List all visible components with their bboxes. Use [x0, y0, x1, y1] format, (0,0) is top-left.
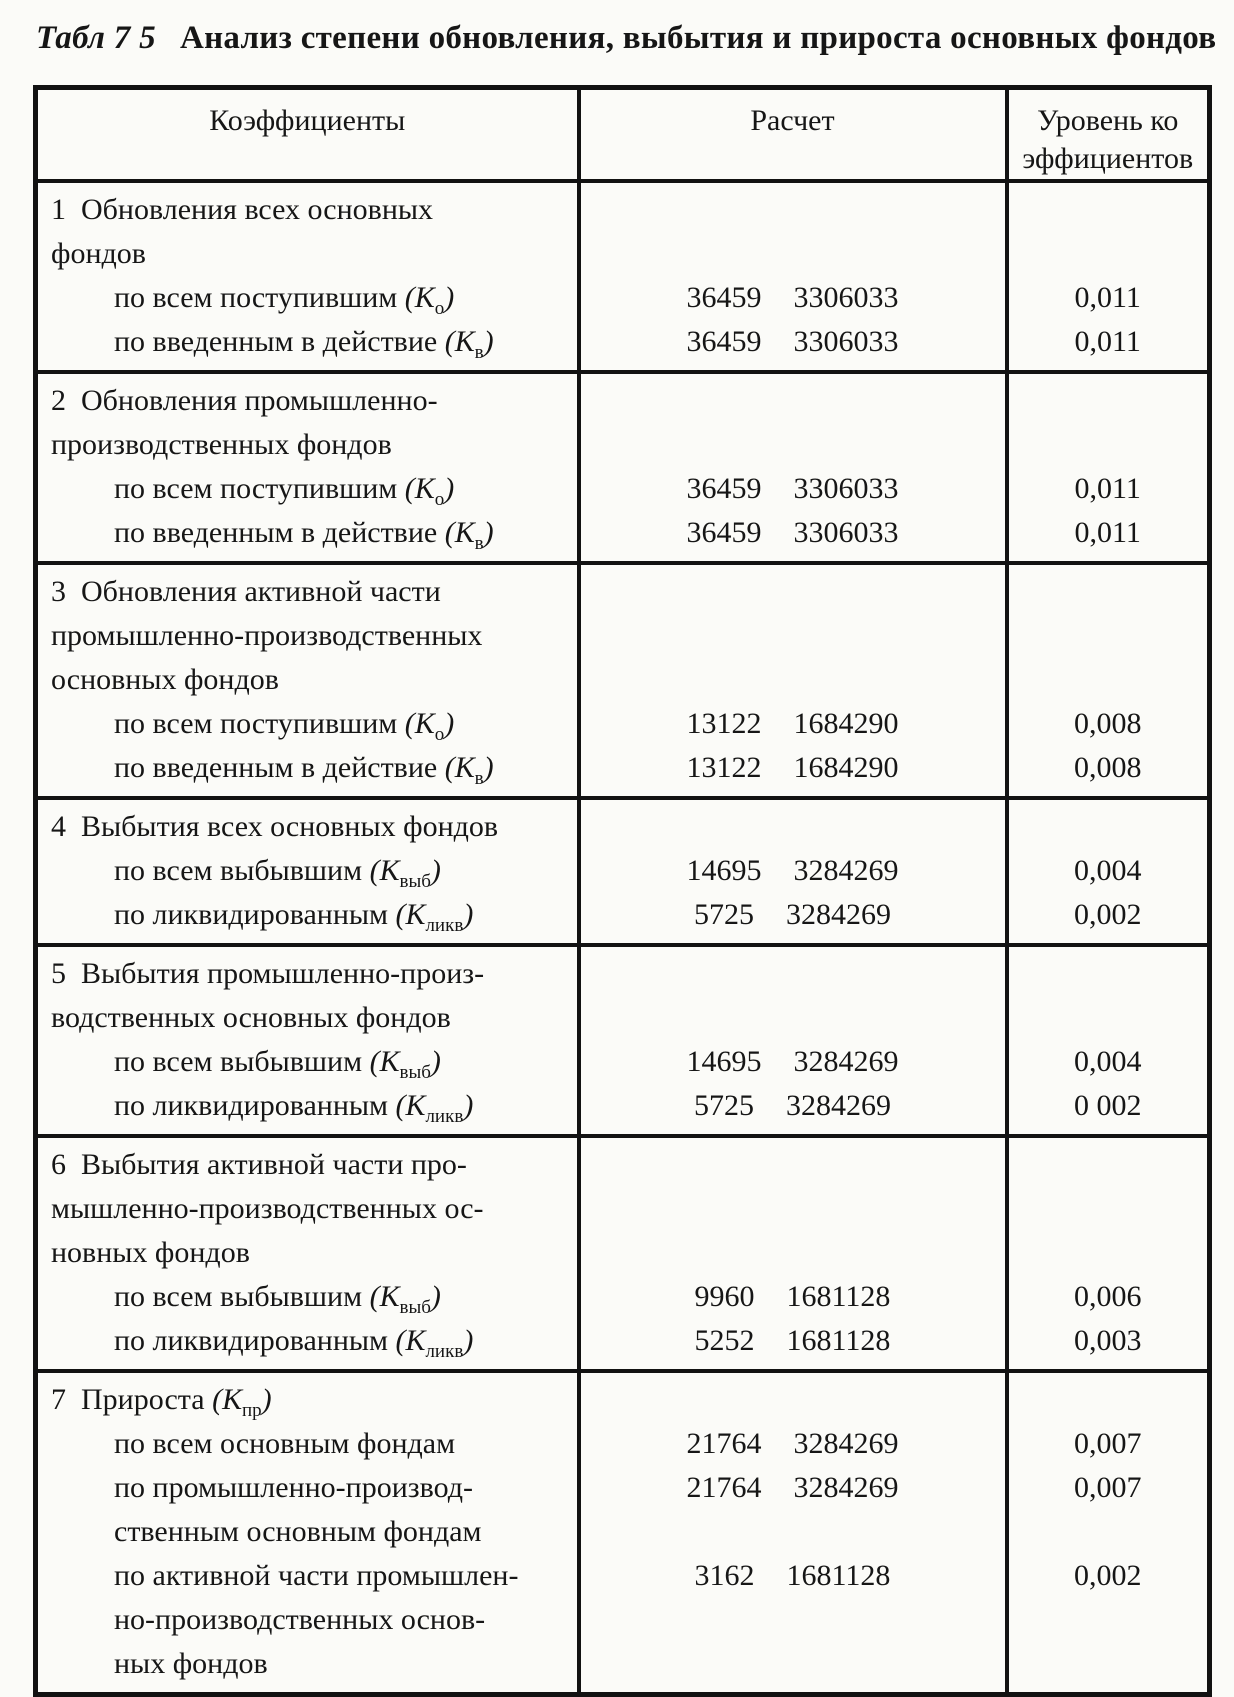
coefficient-cell — [36, 276, 579, 320]
calc-values — [687, 1040, 899, 1084]
formula-subscript: в — [474, 533, 484, 554]
coefficient-formula: $(К_в)$ — [437, 516, 494, 554]
level-value: 0,003 — [1074, 1324, 1142, 1357]
level-cell — [1007, 1275, 1210, 1319]
coefficient-cell — [36, 511, 579, 563]
calc-values — [687, 320, 899, 364]
calc-number: 3284269 — [793, 854, 899, 887]
calc-cell — [579, 746, 1007, 798]
coefficient-formula: $(К_{выб})$ — [362, 1280, 441, 1318]
coefficient-text: по активной части промышлен- — [114, 1559, 519, 1592]
coefficient-cell — [36, 658, 579, 702]
calc-number: 14695 — [686, 854, 762, 887]
calc-number: 21764 — [686, 1427, 762, 1460]
calc-values — [687, 702, 899, 746]
header-level-line1: Уровень ко — [1037, 104, 1179, 137]
calc-cell — [579, 849, 1007, 893]
calc-cell — [579, 276, 1007, 320]
calc-values — [687, 467, 899, 511]
calc-cell — [579, 563, 1007, 614]
calc-cell — [579, 1275, 1007, 1319]
header-level-line2: эффициентов — [1022, 142, 1194, 175]
coefficient-text: по всем выбывшим — [114, 1045, 363, 1078]
calc-cell — [579, 1040, 1007, 1084]
coefficient-cell — [36, 614, 579, 658]
level-cell — [1007, 893, 1210, 945]
calc-values — [687, 746, 899, 790]
calc-cell — [579, 945, 1007, 996]
level-value: 0,002 — [1074, 1559, 1142, 1592]
level-cell — [1007, 658, 1210, 702]
calc-cell — [579, 702, 1007, 746]
coefficient-cell — [36, 1422, 579, 1466]
table-row — [36, 893, 1210, 945]
coefficient-cell — [36, 423, 579, 467]
calc-number: 36459 — [686, 325, 762, 358]
table-row — [36, 849, 1210, 893]
formula-subscript: о — [434, 298, 445, 319]
coefficient-text: по ликвидированным — [114, 1324, 389, 1357]
calc-number: 3306033 — [793, 325, 899, 358]
level-value: 0,004 — [1074, 1045, 1142, 1078]
level-cell — [1007, 232, 1210, 276]
calc-number: 3306033 — [793, 281, 899, 314]
level-cell — [1007, 423, 1210, 467]
calc-cell — [579, 1319, 1007, 1371]
coefficient-text: по всем выбывшим — [114, 1280, 363, 1313]
coefficient-text: основных фондов — [51, 663, 279, 696]
calc-values — [687, 511, 899, 555]
calc-number: 21764 — [686, 1471, 762, 1504]
formula-subscript: о — [434, 489, 445, 510]
coefficient-cell — [36, 232, 579, 276]
level-cell — [1007, 372, 1210, 423]
coefficient-text: но-производственных основ- — [114, 1603, 486, 1636]
calc-values — [687, 1422, 899, 1466]
level-value: 0,011 — [1074, 516, 1141, 549]
calc-values — [687, 276, 899, 320]
table-row — [36, 1275, 1210, 1319]
calc-cell — [579, 467, 1007, 511]
coefficient-cell — [36, 1598, 579, 1642]
coefficient-formula: $(К_{ликв})$ — [388, 898, 474, 936]
table-row — [36, 996, 1210, 1040]
header-calculation: Расчет — [579, 88, 1007, 182]
table-row — [36, 945, 1210, 996]
coefficient-text: новных фондов — [51, 1236, 250, 1269]
table-row — [36, 1231, 1210, 1275]
coefficient-text: по промышленно-производ- — [114, 1471, 473, 1504]
level-cell — [1007, 702, 1210, 746]
calc-number: 13122 — [686, 707, 762, 740]
coefficient-text: 6 Выбытия активной части про- — [51, 1148, 467, 1181]
coefficient-text: фондов — [51, 237, 146, 270]
calc-number: 3306033 — [793, 516, 899, 549]
table-row — [36, 320, 1210, 372]
table-number: Табл 7 5 — [36, 20, 156, 56]
calc-values — [694, 893, 891, 937]
level-cell — [1007, 614, 1210, 658]
calc-cell — [579, 1642, 1007, 1695]
level-cell — [1007, 996, 1210, 1040]
coefficient-text: производственных фондов — [51, 428, 392, 461]
coefficient-formula: $(К_{ликв})$ — [388, 1089, 474, 1127]
level-cell — [1007, 945, 1210, 996]
table-row — [36, 276, 1210, 320]
level-value: 0,007 — [1074, 1427, 1142, 1460]
calc-cell — [579, 1598, 1007, 1642]
coefficient-text: по всем поступившим — [114, 281, 398, 314]
table-row — [36, 232, 1210, 276]
formula-subscript: выб — [399, 871, 431, 892]
level-cell — [1007, 798, 1210, 849]
coefficient-formula: $(К_{выб})$ — [362, 1045, 441, 1083]
coefficient-text: 7 Прироста — [51, 1383, 205, 1416]
table-row — [36, 1510, 1210, 1554]
calc-number: 3306033 — [793, 472, 899, 505]
coefficient-text: водственных основных фондов — [51, 1001, 451, 1034]
calc-cell — [579, 1084, 1007, 1136]
level-cell — [1007, 181, 1210, 232]
page-title — [0, 0, 1234, 57]
calc-number: 1681128 — [786, 1559, 891, 1592]
calc-number: 5252 — [694, 1324, 755, 1357]
coefficient-formula: $(К_о)$ — [397, 707, 455, 745]
level-cell — [1007, 1187, 1210, 1231]
table-row — [36, 1040, 1210, 1084]
calc-number: 3284269 — [793, 1427, 899, 1460]
level-value: 0,011 — [1074, 325, 1141, 358]
table-section — [36, 181, 1210, 372]
table-row — [36, 1466, 1210, 1510]
calc-values — [694, 1084, 891, 1128]
table-row — [36, 1642, 1210, 1695]
level-cell — [1007, 1231, 1210, 1275]
coefficient-formula: $(К_в)$ — [437, 325, 494, 363]
coefficient-cell — [36, 798, 579, 849]
calc-cell — [579, 1371, 1007, 1422]
calc-cell — [579, 423, 1007, 467]
calc-number: 3284269 — [793, 1471, 899, 1504]
coefficient-cell — [36, 996, 579, 1040]
calc-cell — [579, 181, 1007, 232]
table-row — [36, 798, 1210, 849]
level-cell — [1007, 1510, 1210, 1554]
coefficient-cell — [36, 1510, 579, 1554]
calc-cell — [579, 1554, 1007, 1598]
calc-values — [687, 849, 899, 893]
level-cell — [1007, 1319, 1210, 1371]
coefficient-text: ных фондов — [114, 1647, 268, 1680]
table-row — [36, 746, 1210, 798]
coefficient-text: по ликвидированным — [114, 1089, 389, 1122]
level-cell — [1007, 563, 1210, 614]
table-row — [36, 1371, 1210, 1422]
level-cell — [1007, 276, 1210, 320]
calc-values — [695, 1275, 891, 1319]
formula-subscript: ликв — [425, 915, 464, 936]
coefficient-cell — [36, 1275, 579, 1319]
coefficient-text: 1 Обновления всех основных — [51, 193, 434, 226]
calc-cell — [579, 1510, 1007, 1554]
coefficient-cell — [36, 849, 579, 893]
coefficient-text: по всем поступившим — [114, 707, 398, 740]
calc-cell — [579, 1422, 1007, 1466]
level-cell — [1007, 746, 1210, 798]
calc-number: 5725 — [694, 898, 754, 931]
table-section — [36, 945, 1210, 1136]
coefficient-text: по введенным в действие — [114, 516, 438, 549]
coefficient-formula: $(К_{ликв})$ — [388, 1324, 474, 1362]
calc-cell — [579, 320, 1007, 372]
calc-cell — [579, 1187, 1007, 1231]
calc-number: 36459 — [686, 472, 762, 505]
table-row — [36, 702, 1210, 746]
calc-number: 36459 — [686, 516, 762, 549]
header-level — [1007, 88, 1210, 182]
coefficient-cell — [36, 181, 579, 232]
level-cell — [1007, 1466, 1210, 1510]
coefficient-cell — [36, 1642, 579, 1695]
coefficient-cell — [36, 945, 579, 996]
coefficient-text: по введенным в действие — [114, 751, 438, 784]
coefficient-cell — [36, 563, 579, 614]
coefficient-cell — [36, 1084, 579, 1136]
coefficient-text: по всем основным фондам — [114, 1427, 456, 1460]
coefficient-cell — [36, 320, 579, 372]
calc-cell — [579, 614, 1007, 658]
level-cell — [1007, 1422, 1210, 1466]
calc-cell — [579, 1136, 1007, 1187]
formula-subscript: в — [474, 768, 484, 789]
coefficient-text: 5 Выбытия промышленно-произ- — [51, 957, 485, 990]
calc-number: 13122 — [686, 751, 762, 784]
level-cell — [1007, 849, 1210, 893]
table-row — [36, 1554, 1210, 1598]
coefficient-cell — [36, 1466, 579, 1510]
level-cell — [1007, 1371, 1210, 1422]
table-section — [36, 372, 1210, 563]
calc-number: 1684290 — [793, 751, 899, 784]
coefficient-cell — [36, 467, 579, 511]
coefficient-formula: $(К_о)$ — [397, 472, 455, 510]
coefficient-cell — [36, 1319, 579, 1371]
coefficient-cell — [36, 372, 579, 423]
level-value: 0,007 — [1074, 1471, 1142, 1504]
formula-subscript: о — [434, 724, 445, 745]
level-value: 0,011 — [1074, 281, 1141, 314]
calc-number: 3162 — [694, 1559, 755, 1592]
header-coefficients: Коэффициенты — [36, 88, 579, 182]
calc-values — [695, 1319, 891, 1363]
coefficient-text: по всем поступившим — [114, 472, 398, 505]
calc-number: 1684290 — [793, 707, 899, 740]
level-cell — [1007, 1642, 1210, 1695]
coefficient-text: 4 Выбытия всех основных фондов — [51, 810, 499, 843]
table-row — [36, 181, 1210, 232]
formula-subscript: в — [474, 342, 484, 363]
level-cell — [1007, 1040, 1210, 1084]
calc-cell — [579, 658, 1007, 702]
table-row — [36, 1422, 1210, 1466]
calc-number: 9960 — [694, 1280, 755, 1313]
table-row — [36, 1187, 1210, 1231]
formula-subscript: ликв — [425, 1341, 464, 1362]
coefficient-cell — [36, 746, 579, 798]
level-value: 0,008 — [1074, 707, 1142, 740]
calc-number: 1681128 — [786, 1324, 891, 1357]
formula-subscript: выб — [399, 1062, 431, 1083]
table-row — [36, 658, 1210, 702]
coefficient-formula: $(К_о)$ — [397, 281, 455, 319]
formula-subscript: ликв — [425, 1106, 464, 1127]
header-row — [36, 88, 1210, 182]
calc-values — [695, 1554, 891, 1598]
level-cell — [1007, 1598, 1210, 1642]
table-row — [36, 1598, 1210, 1642]
level-value: 0,004 — [1074, 854, 1142, 887]
table-row — [36, 563, 1210, 614]
level-value: 0,006 — [1074, 1280, 1142, 1313]
table-row — [36, 511, 1210, 563]
coefficient-cell — [36, 1231, 579, 1275]
coefficient-text: по введенным в действие — [114, 325, 438, 358]
level-cell — [1007, 1554, 1210, 1598]
table-section — [36, 1371, 1210, 1695]
coefficient-text: по ликвидированным — [114, 898, 389, 931]
coefficient-cell — [36, 702, 579, 746]
level-cell — [1007, 511, 1210, 563]
table-row — [36, 372, 1210, 423]
level-value: 0,011 — [1074, 472, 1141, 505]
calc-cell — [579, 798, 1007, 849]
table-row — [36, 1084, 1210, 1136]
calc-number: 5725 — [694, 1089, 754, 1122]
coefficient-formula: $(К_в)$ — [437, 751, 494, 789]
level-cell — [1007, 467, 1210, 511]
table-row — [36, 614, 1210, 658]
calc-number: 3284269 — [786, 1089, 891, 1122]
level-value: 0,002 — [1074, 898, 1142, 931]
coefficient-text: 3 Обновления активной части — [51, 575, 441, 608]
coefficient-text: по всем выбывшим — [114, 854, 363, 887]
formula-subscript: выб — [399, 1297, 431, 1318]
calc-cell — [579, 996, 1007, 1040]
coefficient-text: мышленно-производственных ос- — [51, 1192, 484, 1225]
table-row — [36, 467, 1210, 511]
coefficient-cell — [36, 1371, 579, 1422]
coefficient-formula: $(К_{выб})$ — [362, 854, 441, 892]
level-cell — [1007, 1084, 1210, 1136]
calc-cell — [579, 511, 1007, 563]
level-value: 0 002 — [1074, 1089, 1142, 1122]
coefficient-cell — [36, 1136, 579, 1187]
analysis-table — [33, 85, 1212, 1697]
table-row — [36, 1136, 1210, 1187]
calc-cell — [579, 1466, 1007, 1510]
coefficient-text: промышленно-производственных — [51, 619, 483, 652]
calc-values — [687, 1466, 899, 1510]
calc-number: 1681128 — [786, 1280, 891, 1313]
table-row — [36, 1319, 1210, 1371]
table-section — [36, 563, 1210, 798]
level-cell — [1007, 320, 1210, 372]
calc-number: 3284269 — [786, 898, 891, 931]
coefficient-text: ственным основным фондам — [114, 1515, 482, 1548]
table-section — [36, 1136, 1210, 1371]
calc-cell — [579, 372, 1007, 423]
level-cell — [1007, 1136, 1210, 1187]
calc-number: 14695 — [686, 1045, 762, 1078]
level-value: 0,008 — [1074, 751, 1142, 784]
table-title: Анализ степени обновления, выбытия и прироста основных фондов — [179, 20, 1217, 56]
calc-cell — [579, 893, 1007, 945]
calc-number: 3284269 — [793, 1045, 899, 1078]
coefficient-cell — [36, 1554, 579, 1598]
table-row — [36, 423, 1210, 467]
formula-subscript: пр — [242, 1400, 262, 1421]
coefficient-cell — [36, 1187, 579, 1231]
coefficient-cell — [36, 893, 579, 945]
coefficient-cell — [36, 1040, 579, 1084]
table-header — [36, 88, 1210, 182]
coefficient-text: 2 Обновления промышленно- — [51, 384, 438, 417]
coefficient-formula: $(К_{пр})$ — [204, 1383, 272, 1421]
calc-number: 36459 — [686, 281, 762, 314]
calc-cell — [579, 232, 1007, 276]
calc-cell — [579, 1231, 1007, 1275]
table-section — [36, 798, 1210, 945]
